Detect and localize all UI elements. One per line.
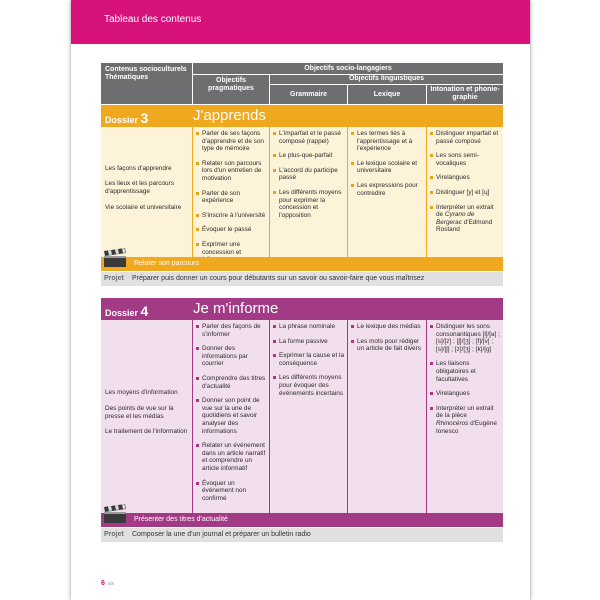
list-item: Virelangues	[430, 174, 500, 182]
dossier-3-pragmatiques	[193, 127, 269, 257]
projet-label: Projet	[104, 531, 124, 538]
theme-item: Vie scolaire et universitaire	[105, 203, 182, 211]
list-item: La phrase nominale	[273, 323, 344, 331]
list-item: Les termes liés à l'apprentissage et à l'expérience	[351, 130, 423, 153]
theme-item: Les moyens d'information	[105, 389, 178, 397]
table-head	[101, 63, 503, 104]
list-item: Parler de son expérience	[196, 190, 266, 205]
theme-item: Les façons d'apprendre	[105, 164, 172, 172]
dossier-4-bar	[101, 298, 503, 320]
projet-label: Projet	[104, 275, 124, 282]
dossier-4-body	[101, 320, 503, 513]
head-pragmatiques: Objectifs pragmatiques	[208, 77, 254, 92]
head-contenus: Contenus socioculturels Thématiques	[105, 66, 187, 81]
list-item: Les mots pour rédiger un article de fait divers	[351, 338, 423, 353]
list-item: L'imparfait et le passé composé (rappel)	[273, 130, 344, 145]
list-item: Les différents moyens pour évoquer des événements incertains	[273, 374, 344, 397]
dossier-4-grammaire	[270, 320, 347, 513]
dossier-4-label: Dossier 4	[105, 303, 149, 319]
dossier-3-title: J'apprends	[193, 107, 266, 124]
list-item: L'accord du participe passé	[273, 167, 344, 182]
list-item: Comprendre des titres d'actualité	[196, 375, 266, 390]
video-activity-label: Présenter des titres d'actualité	[134, 516, 228, 523]
dossier-3-themes	[101, 127, 192, 257]
list-item: Évoquer le passé	[196, 226, 266, 234]
dossier-4-video-row	[101, 513, 503, 527]
dossier-4-lexique	[348, 320, 426, 513]
list-item: Distinguer [y] et [ɥ]	[430, 189, 500, 197]
dossier-3-grammaire	[270, 127, 347, 257]
page-number-word: six	[108, 581, 115, 587]
list-item: Le lexique scolaire et universitaire	[351, 160, 423, 175]
dossier-3-intonation	[427, 127, 503, 257]
list-item: Le plus-que-parfait	[273, 152, 344, 160]
list-item: Les liaisons obligatoires et facultatives	[430, 360, 500, 383]
list-item: Interpréter un extrait de la pièce Rhinocéros d'Eugène Ionesco	[430, 405, 500, 435]
theme-item: Les lieux et les parcours d'apprentissage	[105, 180, 174, 195]
head-grammaire: Grammaire	[290, 91, 327, 98]
dossier-3-video-row	[101, 257, 503, 271]
video-activity-label: Relater son parcours	[134, 260, 199, 267]
list-item: Distinguer imparfait et passé composé	[430, 130, 500, 145]
dossier-3-body	[101, 127, 503, 257]
clapperboard-icon	[103, 248, 127, 268]
list-item: Les sons semi-vocaliques	[430, 152, 500, 167]
list-item: Les expressions pour contredire	[351, 182, 423, 197]
clapperboard-icon	[103, 504, 127, 524]
dossier-4-intonation	[427, 320, 503, 513]
head-intonation: Intonation et phonie-graphie	[430, 86, 500, 101]
list-item: Exprimer une concession et	[196, 241, 266, 264]
list-item: Évoquer un événement non confirmé	[196, 480, 266, 503]
head-divider	[270, 84, 503, 85]
dossier-4-title: Je m'informe	[193, 300, 279, 317]
dossier-3-label: Dossier 3	[105, 110, 149, 126]
dossier-3-lexique	[348, 127, 426, 257]
dossier-3-projet	[101, 272, 503, 286]
list-item: S'inscrire à l'université	[196, 212, 266, 220]
page-title: Tableau des contenus	[104, 14, 202, 25]
list-item: Interpréter un extrait de Cyrano de Bergerac d'Edmond Rostand	[430, 204, 500, 234]
list-item: Distinguer les sons consonantiques [l]/[ʁ] ; [s]/[z] ; [ʃ]/[ʒ] ; [f]/[v] ; [s]/[ʃ] ; [z]/[ʒ] ; [k]/[g]	[430, 323, 500, 353]
list-item: Relater un événement dans un article narratif et comprendre un article informatif	[196, 442, 266, 472]
list-item: Relater son parcours lors d'un entretien de motivation	[196, 160, 266, 183]
head-linguistiques: Objectifs linguistiques	[348, 75, 425, 82]
head-lexique: Lexique	[373, 91, 401, 98]
dossier-4-themes	[101, 320, 192, 513]
dossier-3-bar	[101, 105, 503, 127]
projet-text: Composer la une d'un journal et préparer un bulletin radio	[132, 531, 311, 538]
list-item: Les différents moyens pour exprimer la concession et l'opposition	[273, 189, 344, 219]
dossier-4-projet	[101, 528, 503, 542]
theme-item: Le traitement de l'information	[105, 428, 188, 436]
list-item: Parler de ses façons d'apprendre et de son type de mémoire	[196, 130, 266, 153]
list-item: La forme passive	[273, 338, 344, 346]
list-item: Le lexique des médias	[351, 323, 423, 331]
list-item: Parler des façons de s'informer	[196, 323, 266, 338]
list-item: Donner son point de vue sur la une de quotidiens et savoir analyser des informations	[196, 397, 266, 435]
head-socio-langagiers: Objectifs socio-langagiers	[304, 65, 392, 72]
list-item: Virelangues	[430, 390, 500, 398]
list-item: Exprimer la cause et la conséquence	[273, 352, 344, 367]
page-number: 6	[101, 580, 105, 587]
dossier-4-pragmatiques	[193, 320, 269, 513]
projet-text: Préparer puis donner un cours pour débutants sur un savoir ou savoir-faire que vous maîtrisez	[132, 275, 425, 282]
theme-item: Des points de vue sur la presse et les médias	[105, 404, 174, 420]
contents-table	[101, 63, 503, 542]
list-item: Donner des informations par courrier	[196, 345, 266, 368]
